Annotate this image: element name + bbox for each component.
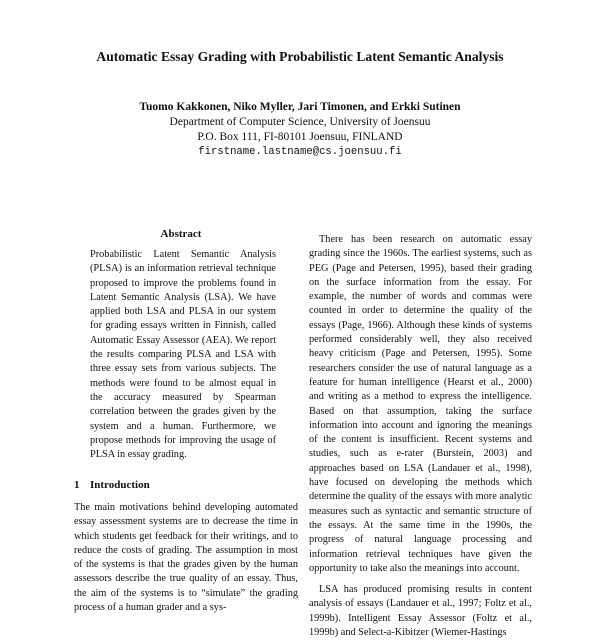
introduction-paragraph: The main motivations behind developing automated essay assessment systems are to decrease the time in which students get feedback for their writings, and to reduce the costs of grading. The assumption in most of the systems is that the grades given by the human assessors describe the true quality of an essay. Thus, the aim of the systems is to “simulate” the grading process of a human grader and a sys-: [74, 502, 298, 614]
section-number: 1: [74, 479, 80, 491]
section-heading-introduction: [74, 479, 294, 491]
right-column-paragraph-1: There has been research on automatic essay grading since the 1960s. The earliest systems, such as PEG (Page and Petersen, 1995), based their grading on the surface information from the essay. For example, the number of words and commas were counted in order to determine the quality of the essays (Page, 1966). Although these kinds of systems performed considerably well, they also received heavy criticism (Page and Petersen, 1995). Some researchers consider the use of natural language as a feature for human intelligence (Hearst et al., 2000) and writing as a method to express the intelligence. Based on that assumption, taking the surface information into account and ignoring the meanings of the content is insufficient. Recent systems and studies, such as e-rater (Burstein, 2003) and approaches based on LSA (Landauer et al., 1998), have focused on developing the methods which determine the quality of the essays with more analytic measures such as syntactic and semantic structure of the essays. At the same time in the 1990s, the progress of natural language processing and information retrieval techniques have given the opportunity to take also the meanings into account.: [309, 234, 532, 574]
affiliation-department: Department of Computer Science, University of Joensuu: [169, 116, 431, 128]
affiliation-address: P.O. Box 111, FI-80101 Joensuu, FINLAND: [197, 131, 403, 143]
paper-title: Automatic Essay Grading with Probabilistic Latent Semantic Analysis: [96, 49, 504, 64]
author-list: Tuomo Kakkonen, Niko Myller, Jari Timonen, and Erkki Sutinen: [139, 101, 461, 113]
abstract-heading: Abstract: [160, 228, 202, 240]
author-email: firstname.lastname@cs.joensuu.fi: [198, 146, 402, 158]
right-column: [309, 233, 532, 639]
abstract-text: Probabilistic Latent Semantic Analysis (PLSA) is an information retrieval technique proposed to improve the problems found in Latent Semantic Analysis (LSA). We have applied both LSA and PLSA in our system for grading essays written in Finnish, called Automatic Essay Assessor (AEA). We report the results comparing PLSA and LSA with three essay sets from various subjects. The methods were found to be almost equal in the accuracy measured by Spearman correlation between the grades given by the system and a human. Furthermore, we propose methods for improving the usage of PLSA in essay grading.: [90, 249, 276, 461]
section-title: Introduction: [90, 479, 150, 491]
right-column-paragraph-2: LSA has produced promising results in content analysis of essays (Landauer et al., 1997; Foltz et al., 1999b). Intelligent Essay Assessor (Foltz et al., 1999b) and Select-a-Kibitzer (Wiemer-Hastings: [309, 584, 532, 639]
